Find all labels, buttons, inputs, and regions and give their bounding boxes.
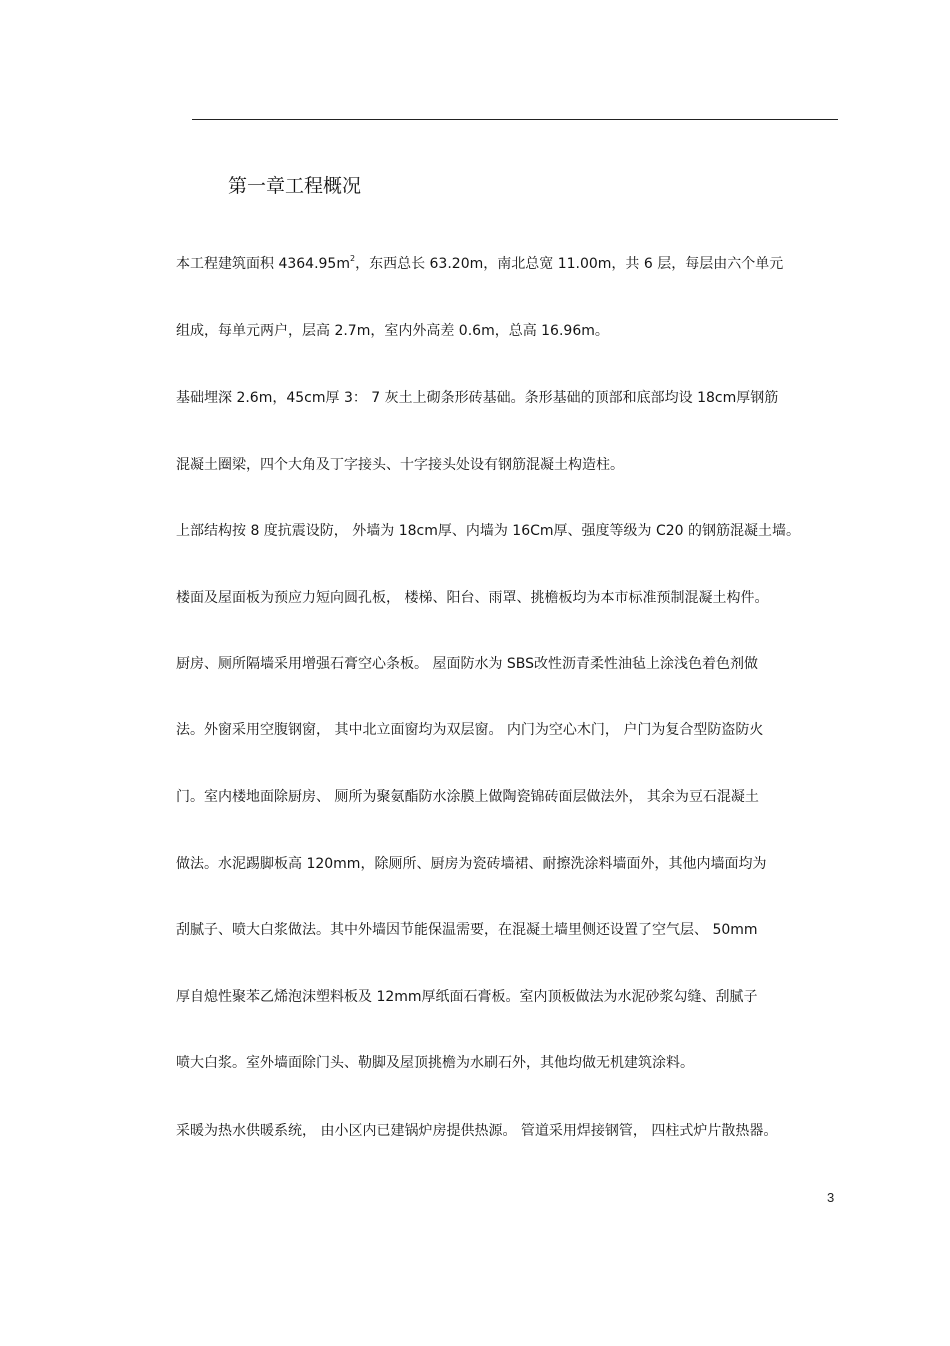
line-1-text: 本工程建筑面积 4364.95m — [176, 256, 350, 272]
paragraph-line-10: 做法。水泥踢脚板高 120mm，除厕所、厨房为瓷砖墙裙、耐擦洗涂料墙面外，其他内墙面均为 — [176, 856, 767, 872]
line-1-rest: ，东西总长 63.20m，南北总宽 11.00m，共 6 层，每层由六个单元 — [355, 256, 784, 272]
header-rule — [192, 119, 838, 120]
paragraph-line-2: 组成，每单元两户，层高 2.7m，室内外高差 0.6m，总高 16.96m。 — [176, 323, 609, 339]
page-number: 3 — [827, 1190, 835, 1205]
paragraph-line-4: 混凝土圈梁，四个大角及丁字接头、十字接头处设有钢筋混凝土构造柱。 — [176, 457, 624, 473]
paragraph-line-8: 法。外窗采用空腹钢窗， 其中北立面窗均为双层窗。 内门为空心木门， 户门为复合型防盗防火 — [176, 722, 764, 738]
paragraph-line-9: 门。室内楼地面除厨房、 厕所为聚氨酯防水涂膜上做陶瓷锦砖面层做法外， 其余为豆石混凝土 — [176, 789, 759, 805]
chapter-title: 第一章工程概况 — [228, 175, 362, 197]
paragraph-line-11: 刮腻子、喷大白浆做法。其中外墙因节能保温需要，在混凝土墙里侧还设置了空气层、 50mm — [176, 922, 758, 938]
paragraph-line-14: 采暖为热水供暖系统， 由小区内已建锅炉房提供热源。 管道采用焊接钢管， 四柱式炉片散热器。 — [176, 1123, 778, 1139]
area-unit-superscript: 2 — [349, 254, 356, 263]
paragraph-line-6: 楼面及屋面板为预应力短向圆孔板， 楼梯、阳台、雨罩、挑檐板均为本市标准预制混凝土构件。 — [176, 590, 769, 606]
paragraph-line-12: 厚自熄性聚苯乙烯泡沫塑料板及 12mm厚纸面石膏板。室内顶板做法为水泥砂浆勾缝、刮腻子 — [176, 989, 758, 1005]
paragraph-line-7: 厨房、厕所隔墙采用增强石膏空心条板。 屋面防水为 SBS改性沥青柔性油毡上涂浅色着色剂做 — [176, 656, 759, 672]
paragraph-line-5: 上部结构按 8 度抗震设防， 外墙为 18cm厚、内墙为 16Cm厚、强度等级为 C20 的钢筋混凝土墙。 — [176, 523, 801, 539]
paragraph-line-3: 基础埋深 2.6m，45cm厚 3： 7 灰土上砌条形砖基础。条形基础的顶部和底部均设 18cm厚钢筋 — [176, 390, 779, 406]
paragraph-line-13: 喷大白浆。室外墙面除门头、勒脚及屋顶挑檐为水刷石外，其他均做无机建筑涂料。 — [176, 1055, 694, 1071]
paragraph-line-1 — [176, 254, 783, 274]
